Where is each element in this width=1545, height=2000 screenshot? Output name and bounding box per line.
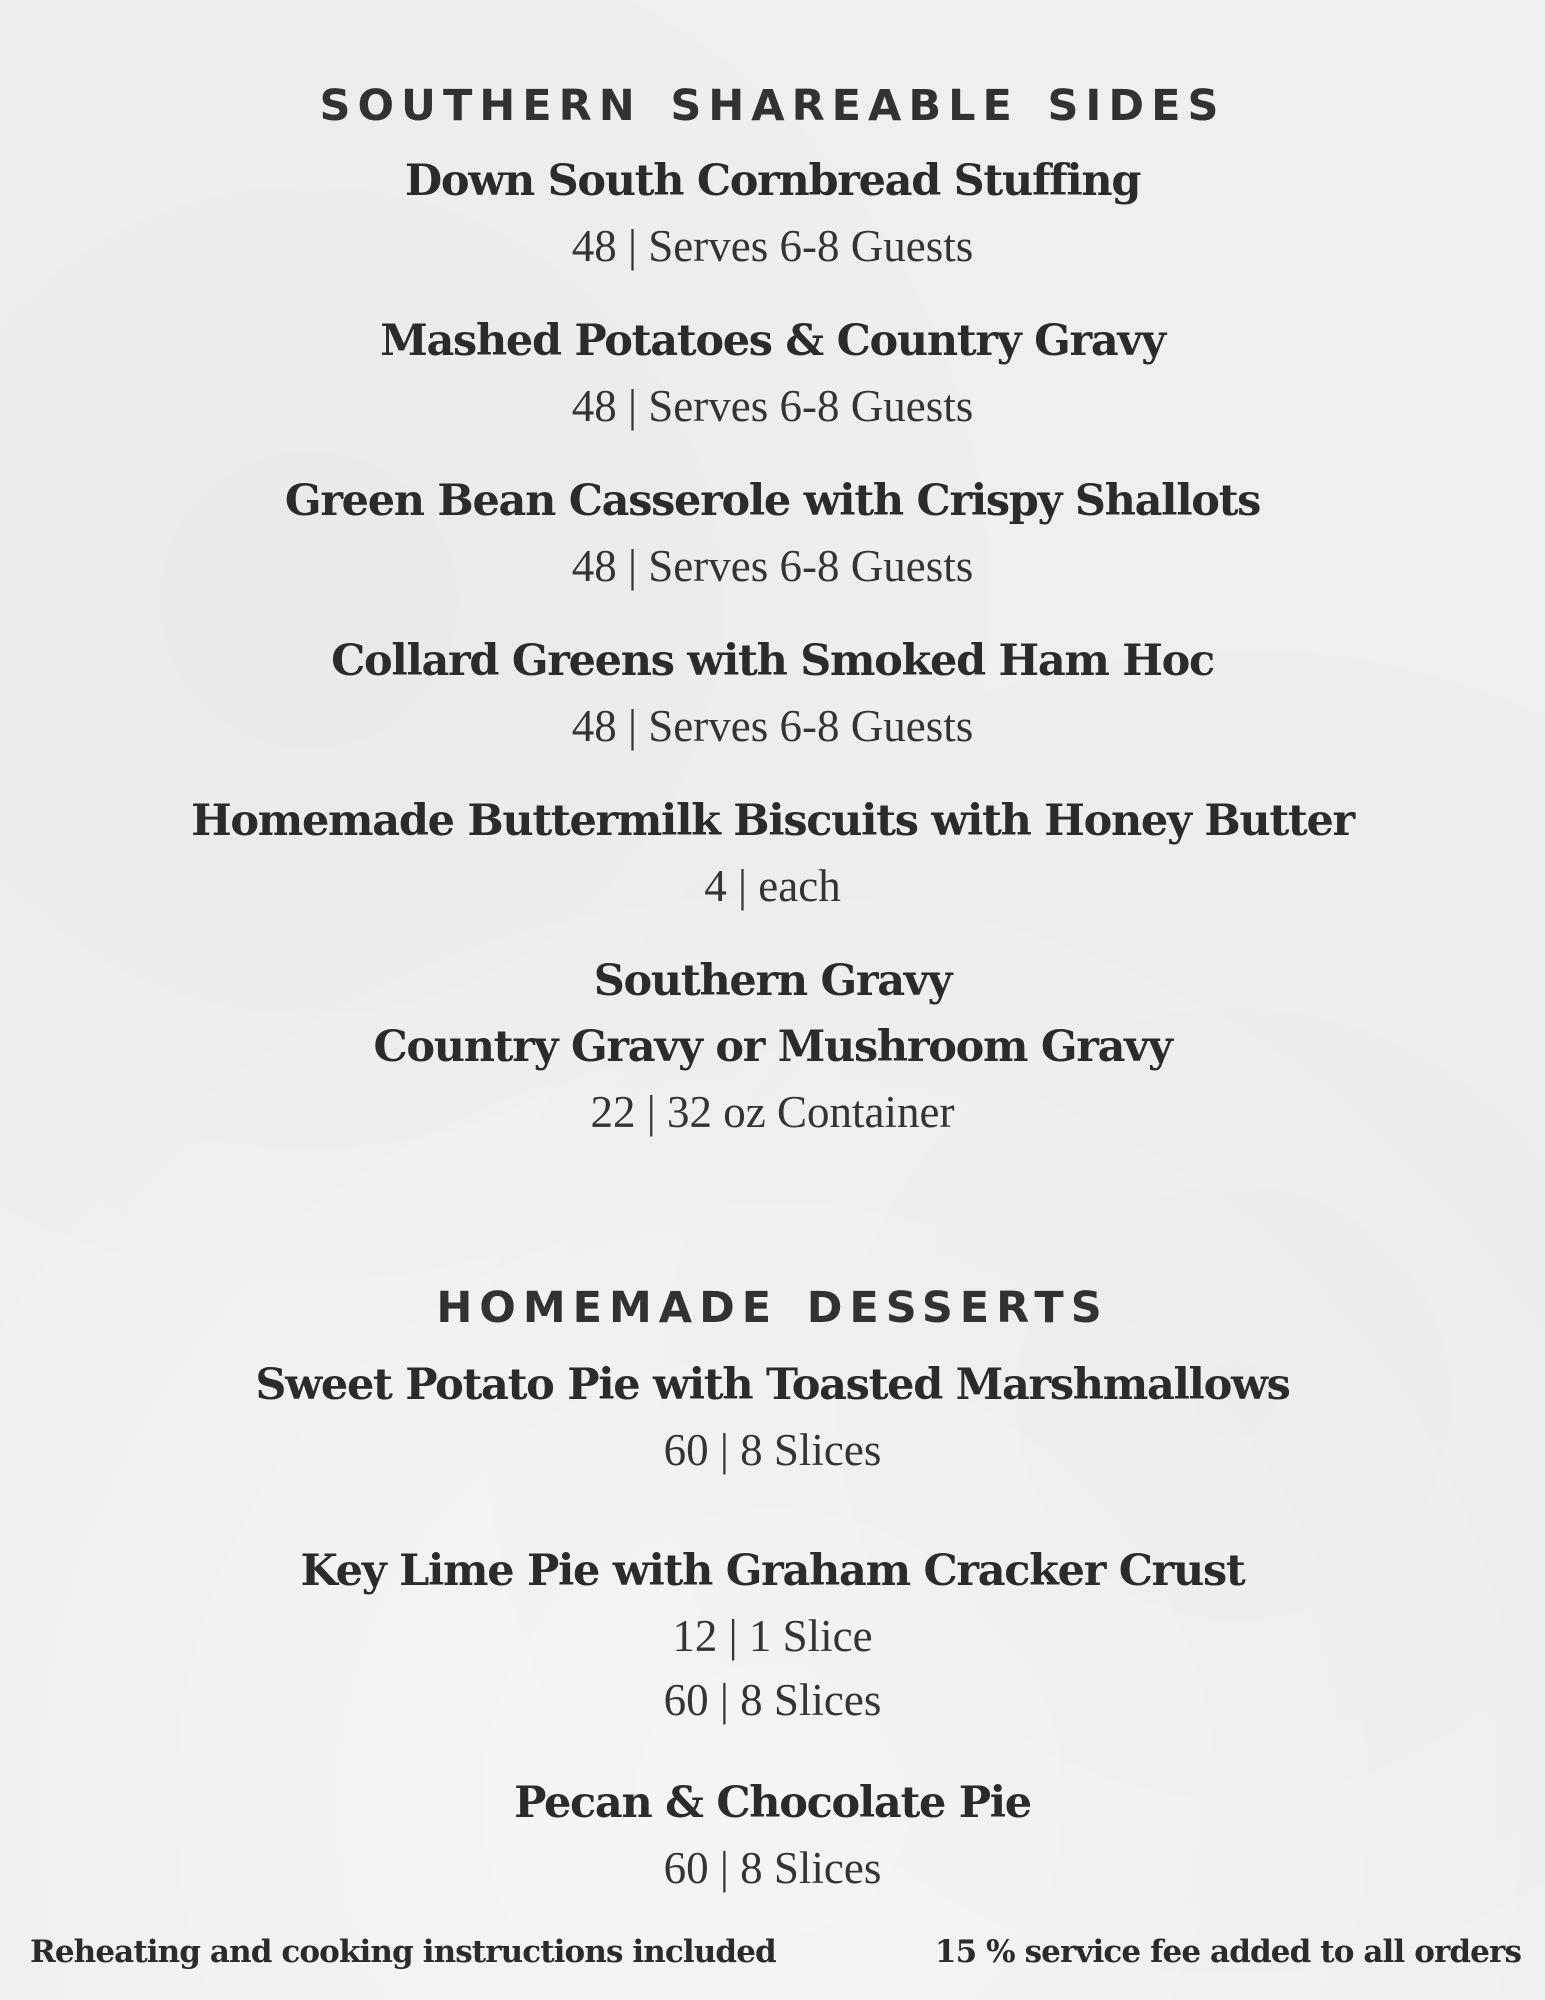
dessert-item-name: Key Lime Pie with Graham Cracker Crust (300, 1546, 1245, 1596)
side-item-name: Green Bean Casserole with Crispy Shallots (284, 476, 1261, 526)
side-item-detail: 48 | Serves 6-8 Guests (571, 221, 974, 271)
side-item-detail: 22 | 32 oz Container (590, 1087, 955, 1137)
side-item-name: Southern Gravy (593, 956, 952, 1006)
dessert-item-name: Pecan & Chocolate Pie (514, 1778, 1031, 1828)
dessert-item-detail: 60 | 8 Slices (663, 1843, 882, 1893)
dessert-item-name: Sweet Potato Pie with Toasted Marshmallows (255, 1360, 1290, 1410)
side-item-detail: 4 | each (704, 861, 841, 911)
footer-note-reheating: Reheating and cooking instructions included (30, 1934, 776, 1970)
dessert-item-detail: 60 | 8 Slices (663, 1675, 882, 1725)
side-item-subname: Country Gravy or Mushroom Gravy (373, 1022, 1172, 1072)
side-item-detail: 48 | Serves 6-8 Guests (571, 701, 974, 751)
side-item-detail: 48 | Serves 6-8 Guests (571, 381, 974, 431)
side-item-name: Collard Greens with Smoked Ham Hoc (331, 636, 1214, 686)
dessert-item-detail: 12 | 1 Slice (672, 1611, 873, 1661)
sides-section-title: southern shareable sides (319, 62, 1226, 135)
side-item-name: Down South Cornbread Stuffing (404, 156, 1141, 206)
side-item-name: Mashed Potatoes & Country Gravy (380, 316, 1165, 366)
side-item-detail: 48 | Serves 6-8 Guests (571, 541, 974, 591)
dessert-item-detail: 60 | 8 Slices (663, 1425, 882, 1475)
desserts-section-title: homemade desserts (436, 1264, 1109, 1337)
side-item-name: Homemade Buttermilk Biscuits with Honey Butter (191, 796, 1354, 846)
footer-note-service-fee: 15 % service fee added to all orders (934, 1934, 1521, 1970)
